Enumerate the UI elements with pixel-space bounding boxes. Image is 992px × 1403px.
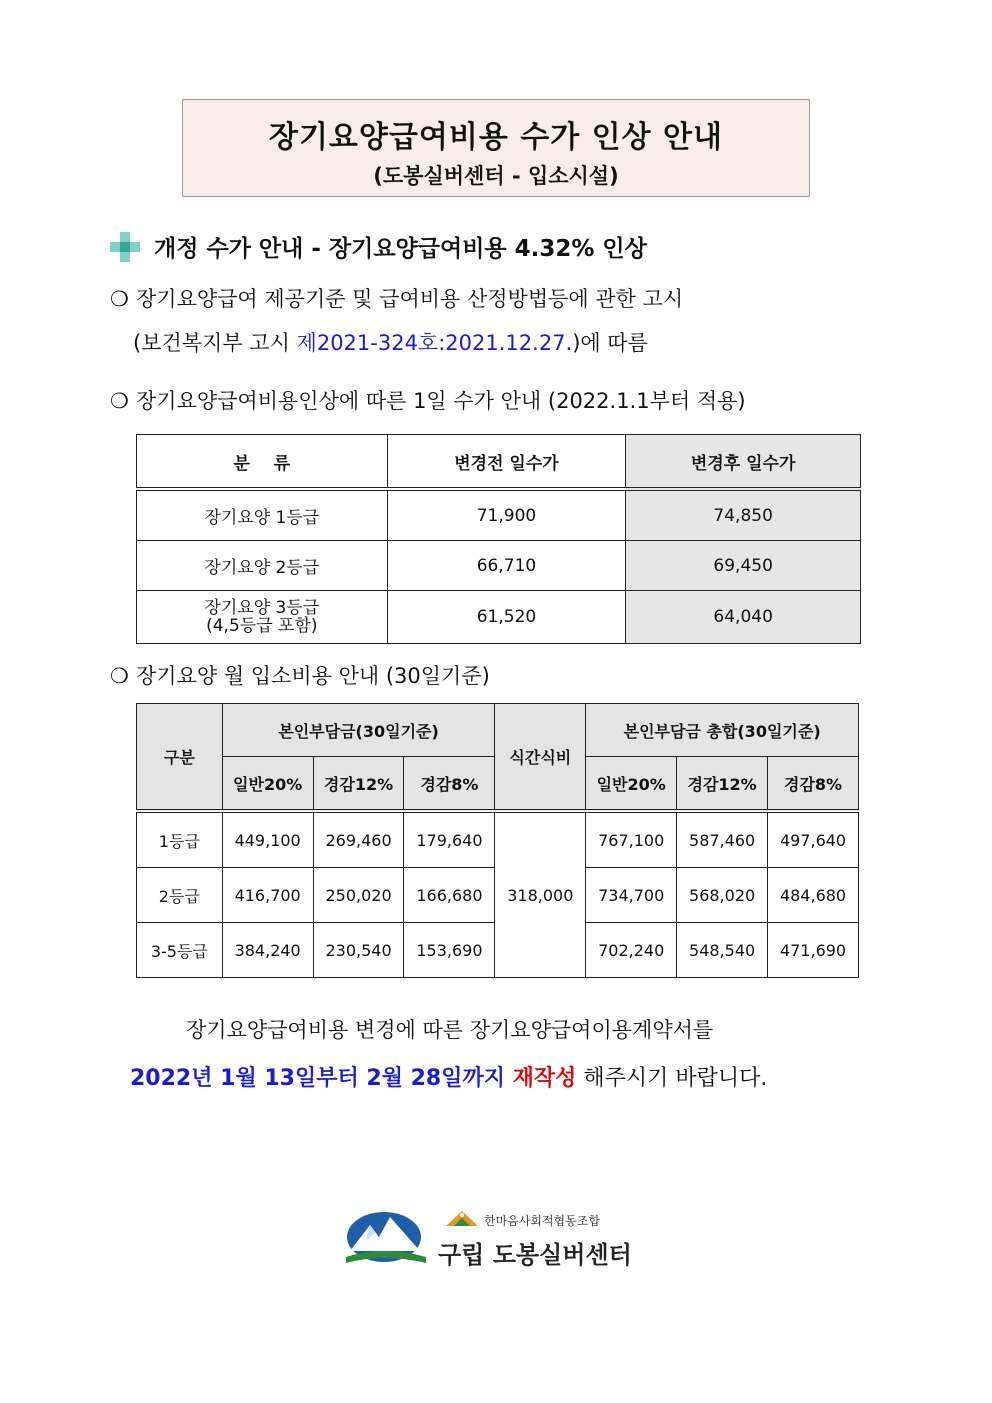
daily-fee-table: [136, 434, 861, 644]
notice-line-2: [133, 327, 648, 357]
circle-bullet-icon: ❍: [110, 664, 129, 688]
table-header-row: [137, 435, 861, 490]
daily-fee-heading-text: 장기요양급여비용인상에 따른 1일 수가 안내 (2022.1.1부터 적용): [136, 389, 746, 413]
notice-text-2-post: )에 따름: [572, 331, 648, 355]
monthly-fee-table: [136, 703, 859, 978]
self-pay-cell: 166,680: [404, 868, 495, 923]
daily-fee-heading: [110, 385, 746, 415]
col-header-before: 변경전 일수가: [387, 435, 626, 490]
grade-cell: 3-5등급: [137, 923, 223, 978]
table-row: [137, 591, 861, 644]
table-header-row: [137, 704, 859, 757]
total-cell: 587,460: [677, 811, 768, 868]
title-box: [182, 99, 810, 197]
self-pay-cell: 179,640: [404, 811, 495, 868]
sub-header-general: 일반20%: [222, 757, 313, 812]
row-before: 71,900: [387, 489, 626, 541]
house-logo-icon: [444, 1208, 480, 1228]
table-row: [137, 811, 859, 868]
self-pay-cell: 449,100: [222, 811, 313, 868]
closing-rewrite: 재작성: [512, 1066, 577, 1091]
page-title: 장기요양급여비용 수가 인상 안내: [268, 120, 724, 155]
sub-header-reduced8: 경감8%: [768, 757, 859, 812]
grade-cell: 1등급: [137, 811, 223, 868]
notice-line-1: [110, 283, 683, 313]
row-after: 64,040: [626, 591, 861, 644]
center-logo: [346, 1205, 646, 1275]
row-after: 69,450: [626, 541, 861, 591]
self-pay-cell: 250,020: [313, 868, 404, 923]
circle-bullet-icon: ❍: [110, 287, 129, 311]
section-revision-heading: [110, 230, 647, 263]
table-row: [137, 489, 861, 541]
table-row: [137, 541, 861, 591]
total-cell: 484,680: [768, 868, 859, 923]
self-pay-cell: 230,540: [313, 923, 404, 978]
col-header-self-pay: 본인부담금(30일기준): [222, 704, 495, 757]
row-before: 66,710: [387, 541, 626, 591]
closing-line-2: [130, 1061, 767, 1092]
notice-text-2-pre: (보건복지부 고시: [133, 331, 297, 355]
col-header-after: 변경후 일수가: [626, 435, 861, 490]
page-subtitle: (도봉실버센터 - 입소시설): [373, 164, 619, 188]
circle-bullet-icon: ❍: [110, 389, 129, 413]
sub-header-reduced12: 경감12%: [677, 757, 768, 812]
notice-reference-number: 제2021-324호:2021.12.27.: [296, 331, 573, 355]
closing-line-1: 장기요양급여비용 변경에 따른 장기요양급여이용계약서를: [186, 1018, 714, 1042]
total-cell: 702,240: [586, 923, 677, 978]
col-header-meal: 식간식비: [495, 704, 586, 812]
monthly-fee-heading: [110, 660, 490, 690]
logo-organization: 한마음사회적협동조합: [484, 1214, 600, 1228]
row-label-note: (4,5등급 포함): [206, 616, 318, 636]
total-cell: 471,690: [768, 923, 859, 978]
self-pay-cell: 153,690: [404, 923, 495, 978]
notice-text-1: 장기요양급여 제공기준 및 급여비용 산정방법등에 관한 고시: [136, 287, 684, 311]
sub-header-reduced8: 경감8%: [404, 757, 495, 812]
row-before: 61,520: [387, 591, 626, 644]
total-cell: 497,640: [768, 811, 859, 868]
meal-cost-cell: 318,000: [495, 811, 586, 978]
sub-header-general: 일반20%: [586, 757, 677, 812]
total-cell: 568,020: [677, 868, 768, 923]
total-cell: 734,700: [586, 868, 677, 923]
row-after: 74,850: [626, 489, 861, 541]
grade-cell: 2등급: [137, 868, 223, 923]
self-pay-cell: 269,460: [313, 811, 404, 868]
green-cross-icon: [110, 232, 140, 262]
row-label: 장기요양 1등급: [137, 489, 388, 541]
total-cell: 767,100: [586, 811, 677, 868]
col-header-category: 분 류: [137, 435, 388, 490]
logo-center-name: 구립 도봉실버센터: [438, 1241, 632, 1269]
mountain-logo-icon: [346, 1207, 426, 1265]
self-pay-cell: 384,240: [222, 923, 313, 978]
monthly-fee-heading-text: 장기요양 월 입소비용 안내 (30일기준): [136, 664, 490, 688]
revision-heading-text: 개정 수가 안내 - 장기요양급여비용 4.32% 인상: [154, 236, 647, 262]
row-label: 장기요양 3등급: [204, 598, 320, 618]
col-header-total: 본인부담금 총합(30일기준): [586, 704, 859, 757]
closing-dates: 2022년 1월 13일부터 2월 28일까지: [130, 1066, 513, 1091]
col-header-grade: 구분: [137, 704, 223, 812]
total-cell: 548,540: [677, 923, 768, 978]
row-label-multiline: [137, 591, 388, 644]
self-pay-cell: 416,700: [222, 868, 313, 923]
sub-header-reduced12: 경감12%: [313, 757, 404, 812]
closing-request: 해주시기 바랍니다.: [576, 1066, 768, 1091]
row-label: 장기요양 2등급: [137, 541, 388, 591]
